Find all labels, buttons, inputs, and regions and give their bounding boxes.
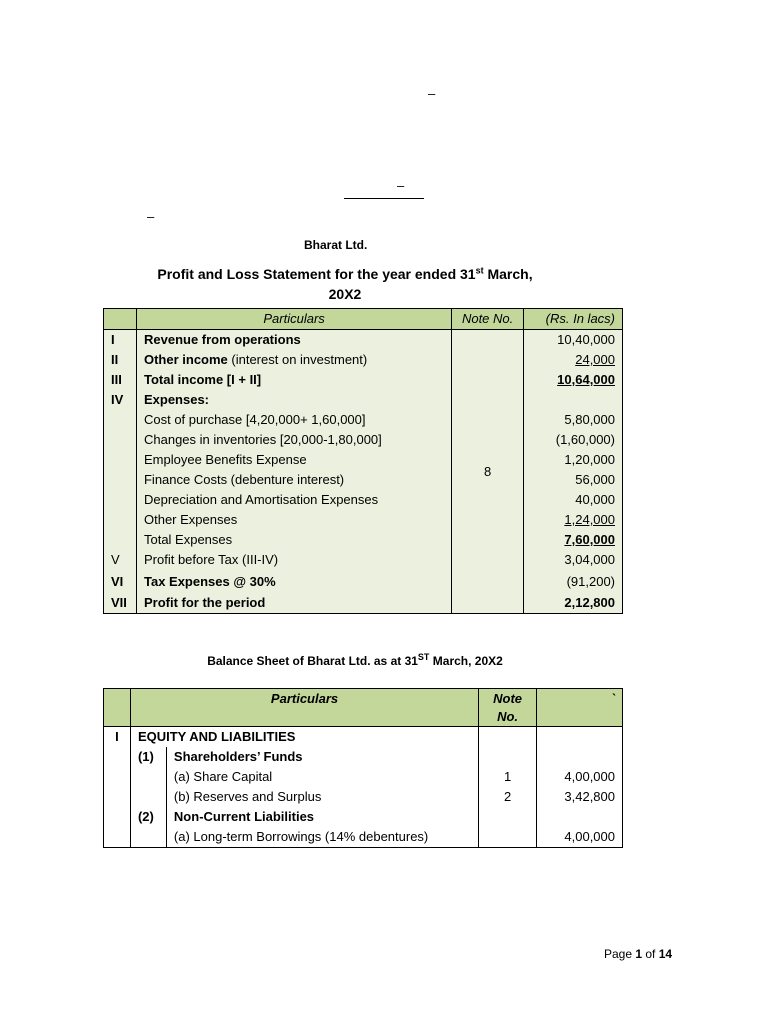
row-no [104,490,137,510]
bs-section-no: I [104,727,131,848]
row-no: II [104,350,137,370]
table-row [104,490,623,510]
row-amount [524,510,623,530]
row-label: Depreciation and Amortisation Expenses [136,490,451,510]
bs-title-text: Balance Sheet of Bharat Ltd. as at 31 [207,654,418,668]
table-row [104,330,623,351]
bs-note-col [479,727,537,848]
table-row [104,570,623,593]
row-label: Profit before Tax (III-IV) [136,550,451,570]
row-no: III [104,370,137,390]
pl-header-amount: (Rs. In lacs) [524,309,623,330]
row-label: Revenue from operations [136,330,451,351]
pl-title-text: Profit and Loss Statement for the year ended 31 [157,266,476,282]
row-no: I [104,330,137,351]
row-label-extra: (interest on investment) [227,352,368,367]
table-row [104,350,623,370]
table-row [104,450,623,470]
table-row [104,510,623,530]
bs-amount-1: 4,00,000 [564,769,615,784]
bs-header-no [104,689,131,727]
company-name: Bharat Ltd. [304,238,368,252]
bs-header-note-1: Note [493,691,522,706]
table-row [104,550,623,570]
row-amount-value: 24,000 [575,352,615,367]
row-no: VI [104,570,137,593]
pl-title [130,266,560,282]
row-no [104,450,137,470]
table-row [104,430,623,450]
row-no [104,470,137,490]
bs-amount-col [537,727,623,848]
row-label-main: Other income [143,352,228,367]
bs-item-label: (a) Share Capital [173,769,273,784]
bs-note-1: 1 [503,769,512,784]
row-label: Other Expenses [136,510,451,530]
pl-header-no [104,309,137,330]
decor-dash-3: – [147,209,155,224]
row-label: Profit for the period [136,593,451,614]
row-amount [524,350,623,370]
table-row [104,370,623,390]
bs-section-label: EQUITY AND LIABILITIES [130,727,478,748]
page-current: 1 [635,947,643,961]
page-of: of [642,947,659,961]
pl-note-cell: 8 [452,330,524,614]
row-label [136,350,451,370]
row-amount-value: 7,60,000 [564,532,615,547]
bs-group-no: (1) [130,747,166,767]
row-amount [524,530,623,550]
row-no: VII [104,593,137,614]
row-amount: 10,40,000 [524,330,623,351]
row-no [104,430,137,450]
bs-header-note-2: No. [497,709,519,724]
bs-title-post: March, 20X2 [429,654,503,668]
table-row [104,727,623,748]
bs-amount-3: 4,00,000 [564,829,615,844]
bs-title-sup: ST [417,652,430,662]
pl-title-line2: 20X2 [328,286,362,302]
table-row [104,593,623,614]
row-amount: 3,04,000 [524,550,623,570]
bs-group-label: Non-Current Liabilities [173,809,315,824]
row-no [104,510,137,530]
page-total: 14 [658,947,673,961]
decor-dash-1: – [428,86,436,101]
decor-dash-2: – [397,178,405,193]
pl-title-post: March, [483,266,533,282]
row-amount: (91,200) [524,570,623,593]
row-no [104,530,137,550]
row-label: Expenses: [136,390,451,410]
row-no: IV [104,390,137,410]
table-row [104,410,623,430]
row-amount: 40,000 [524,490,623,510]
table-row [104,470,623,490]
row-label: Employee Benefits Expense [136,450,451,470]
pl-header-note: Note No. [452,309,524,330]
bs-note-2: 2 [503,789,512,804]
bs-group-label: Shareholders’ Funds [173,749,303,764]
pl-header-particulars: Particulars [136,309,451,330]
table-row [104,530,623,550]
bs-item-label: (b) Reserves and Surplus [173,789,322,804]
bs-header-amount: ` [537,689,623,727]
row-amount [524,390,623,410]
row-no: V [104,550,137,570]
bs-header-row [104,689,623,727]
pl-title-sup: st [475,265,484,276]
row-label: Tax Expenses @ 30% [136,570,451,593]
row-amount [524,370,623,390]
row-label: Total income [I + II] [136,370,451,390]
table-row [104,390,623,410]
row-label: Cost of purchase [4,20,000+ 1,60,000] [136,410,451,430]
pl-header-row [104,309,623,330]
row-amount: 5,80,000 [524,410,623,430]
decor-rule [344,198,424,199]
row-no [104,410,137,430]
bs-title [130,654,580,668]
page-number [604,947,672,961]
bs-header-note [479,689,537,727]
row-label: Finance Costs (debenture interest) [136,470,451,490]
row-label: Changes in inventories [20,000-1,80,000] [136,430,451,450]
row-amount: 1,20,000 [524,450,623,470]
row-amount: 2,12,800 [524,593,623,614]
row-label: Total Expenses [136,530,451,550]
row-amount: (1,60,000) [524,430,623,450]
row-amount: 56,000 [524,470,623,490]
bs-group-no: (2) [130,807,166,827]
bs-header-particulars: Particulars [130,689,478,727]
bs-item-label: (a) Long-term Borrowings (14% debentures) [166,827,478,848]
row-amount-value: 10,64,000 [557,372,615,387]
page-word: Page [604,947,636,961]
bs-table [103,688,623,848]
pl-table [103,308,623,614]
row-amount-value: 1,24,000 [564,512,615,527]
bs-amount-2: 3,42,800 [564,789,615,804]
